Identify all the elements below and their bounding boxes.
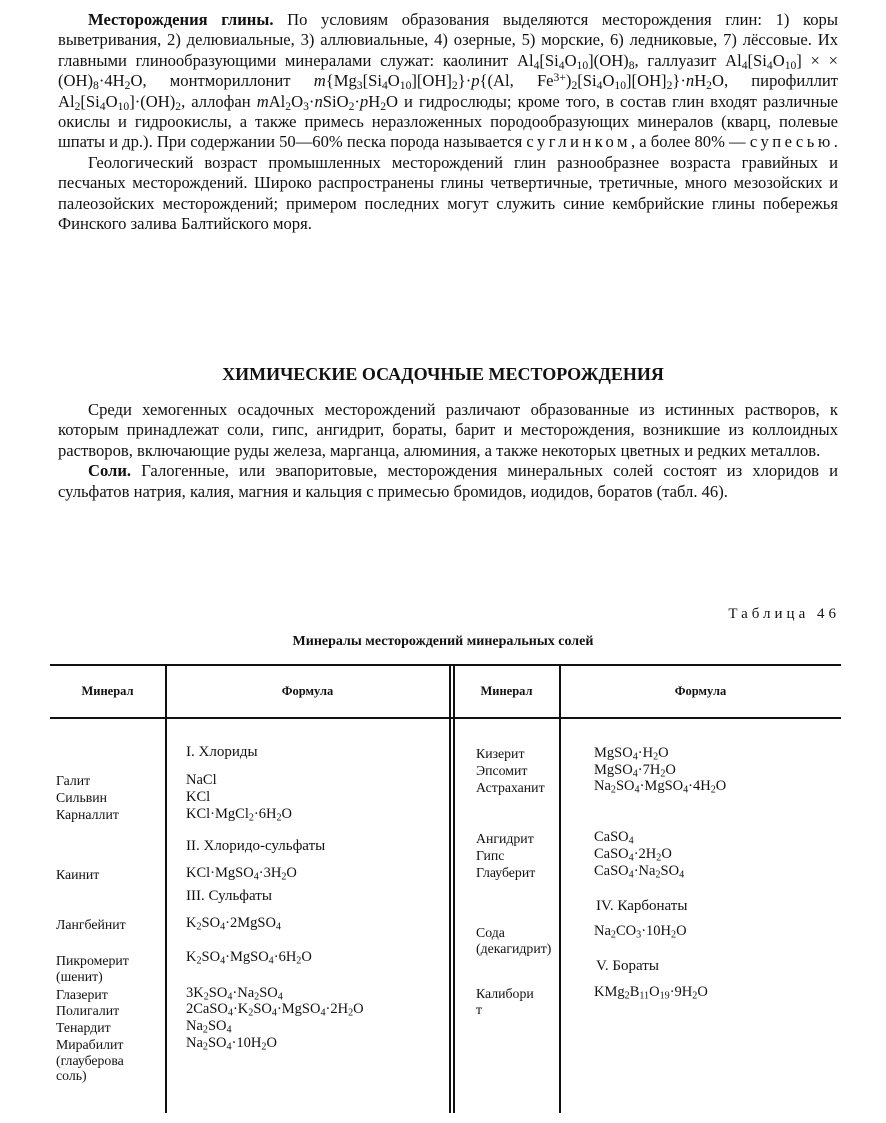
mineral-epsomite: Эпсомит: [476, 763, 528, 778]
formula-kainite: $KCl\cdot MgSO_4\cdot 3H_2O$: [186, 865, 297, 883]
mineral-glaserite: Глазерит: [56, 987, 108, 1002]
mineral-polyhalite: Полигалит: [56, 1003, 120, 1018]
group-chlorides: I. Хлориды: [186, 744, 258, 760]
table-header-rule: [50, 717, 841, 719]
chem-paragraph-block: [58, 400, 838, 502]
mineral-glauberite: Глауберит: [476, 865, 536, 880]
formula-kaliborite: $KMg_2B_{11}O_{19}\cdot 9H_2O$: [594, 984, 708, 1002]
group-carbonates: IV. Карбонаты: [596, 898, 688, 914]
formula-kieserite: $MgSO_4\cdot H_2O$: [594, 745, 669, 763]
salts-text: Галогенные, или эвапоритовые, месторождения минеральных солей состоят из хлоридов и сульфатов натрия, калия, магния и кальция с примесью бромидов, иодидов, боратов (табл. 46).: [58, 461, 839, 501]
header-mineral-left: Минерал: [81, 684, 134, 698]
clay-text: По условиям образования выделяются месторождения глин: 1) коры выветривания, 2) делювиальные, 3) аллювиальные, 4) озерные, 5) морские, 6) ледниковые, 7) лёссовые. Их главными глинообразующими минералами служат: каолинит: [58, 10, 838, 70]
mineral-soda: Сода (декагидрит): [476, 925, 552, 956]
mineral-picromerite: Пикромерит (шенит): [56, 953, 129, 984]
formula-epsomite: $MgSO_4\cdot 7H_2O$: [594, 762, 676, 780]
mineral-carnallite: Карналлит: [56, 807, 119, 822]
formula-halite: NaCl: [186, 772, 217, 788]
chem-intro-paragraph: Среди хемогенных осадочных месторождений различают образованные из истинных растворов, к которым принадлежат соли, гипс, ангидрит, бораты, барит и месторождения, возникшие из коллоидных растворов, включающие руды железа, марганца, алюминия, а также некоторых цветных и редких металлов.: [58, 400, 838, 460]
formula-thenardite: $Na_2SO_4$: [186, 1018, 232, 1036]
mineral-astrakhanite: Астраханит: [476, 780, 545, 795]
salts-title: Соли.: [88, 461, 132, 481]
mineral-kieserite: Кизерит: [476, 746, 525, 761]
formula-soda: $Na_2CO_3\cdot 10H_2O$: [594, 923, 687, 941]
table-top-rule: [50, 664, 841, 666]
formula-polyhalite: $2CaSO_4\cdot K_2SO_4\cdot MgSO_4\cdot 2H_2O$: [186, 1001, 364, 1019]
header-formula-right: Формула: [674, 684, 727, 698]
mineral-langbeinite: Лангбейнит: [56, 917, 126, 932]
formula-glaserite: $3K_2SO_4\cdot Na_2SO_4$: [186, 985, 283, 1003]
formula-carnallite: $KCl\cdot MgCl_2\cdot 6H_2O$: [186, 806, 293, 824]
clay-paragraph: Месторождения глины. По условиям образования выделяются месторождения глин: 1) коры выветривания, 2) делювиальные, 3) аллювиальные, 4) озерные, 5) морские, 6) ледниковые, 7) лёссовые. Их главными глинообразующими минералами служат: каолинит $Al_4[Si_4O_{10}](OH)_8$, галлуазит $Al_4[Si_4O_{10}]$ × × $(OH)_8\cdot 4H_2O$, монтмориллонит $m\{Mg_3[Si_4O_{10}][OH]_2\}\cdot p\{(Al$, $Fe^{3+})_2[Si_4O_{10}][OH]_2\}\cdot nH_2O$, пирофиллит $Al_2[Si_4O_{10}]\cdot(OH)_2$, аллофан $mAl_2O_3\cdot nSiO_2\cdot pH_2O$ и гидрослюды; кроме того, в состав глин входят различные окислы и гидроокислы, а также примесь неразложенных породообразующих минералов (кварц, полевые шпаты и др.). При содержании 50—60% песка порода называется суглинком, а более 80% — супесью.: [58, 10, 839, 152]
formula-mirabilite: $Na_2SO_4\cdot 10H_2O$: [186, 1035, 277, 1053]
group-chlorosulfates: II. Хлоридо-сульфаты: [186, 838, 326, 854]
table-label: Таблица 46: [728, 606, 840, 622]
table-col-divider-1: [165, 666, 167, 1113]
header-formula-left: Формула: [281, 684, 334, 698]
formula-anhydrite: CaSO$_4$: [594, 829, 634, 847]
clay-paragraph-block: [58, 10, 838, 234]
mineral-kaliborite: Калиборит: [476, 986, 534, 1017]
mineral-thenardite: Тенардит: [56, 1020, 111, 1035]
group-borates: V. Бораты: [596, 958, 659, 974]
salts-paragraph: [58, 461, 838, 502]
table-col-divider-3: [559, 666, 561, 1113]
mineral-sylvite: Сильвин: [56, 790, 108, 805]
table-col-divider-2a: [449, 666, 451, 1113]
section-heading: ХИМИЧЕСКИЕ ОСАДОЧНЫЕ МЕСТОРОЖДЕНИЯ: [222, 364, 664, 384]
formula-glauberite: $CaSO_4\cdot Na_2SO_4$: [594, 863, 685, 881]
mineral-mirabilite: Мирабилит (глауберова соль): [56, 1037, 124, 1083]
mineral-halite: Галит: [56, 773, 91, 788]
clay-age-paragraph: Геологический возраст промышленных месторождений глин разнообразнее возраста гравийных и песчаных месторождений. Широко распространены глины четвертичные, третичные, много мезозойских и палеозойских месторождений; примером последних могут служить синие кембрийские глины побережья Финского залива Балтийского моря.: [58, 152, 838, 234]
mineral-gypsum: Гипс: [476, 848, 505, 863]
header-mineral-right: Минерал: [480, 684, 533, 698]
formula-sylvite: KCl: [186, 789, 211, 805]
table-col-divider-2b: [453, 666, 455, 1113]
formula-astrakhanite: $Na_2SO_4\cdot MgSO_4\cdot 4H_2O$: [594, 778, 727, 796]
mineral-kainite: Каинит: [56, 867, 100, 882]
formula-picromerite: $K_2SO_4\cdot MgSO_4\cdot 6H_2O$: [186, 949, 312, 967]
formula-gypsum: $CaSO_4\cdot 2H_2O$: [594, 846, 672, 864]
mineral-anhydrite: Ангидрит: [476, 831, 534, 846]
group-sulfates: III. Сульфаты: [186, 888, 272, 904]
formula-langbeinite: $K_2SO_4\cdot 2MgSO_4$: [186, 915, 281, 933]
clay-title: Месторождения глины.: [88, 10, 274, 29]
table-title: Минералы месторождений минеральных солей: [292, 634, 594, 649]
